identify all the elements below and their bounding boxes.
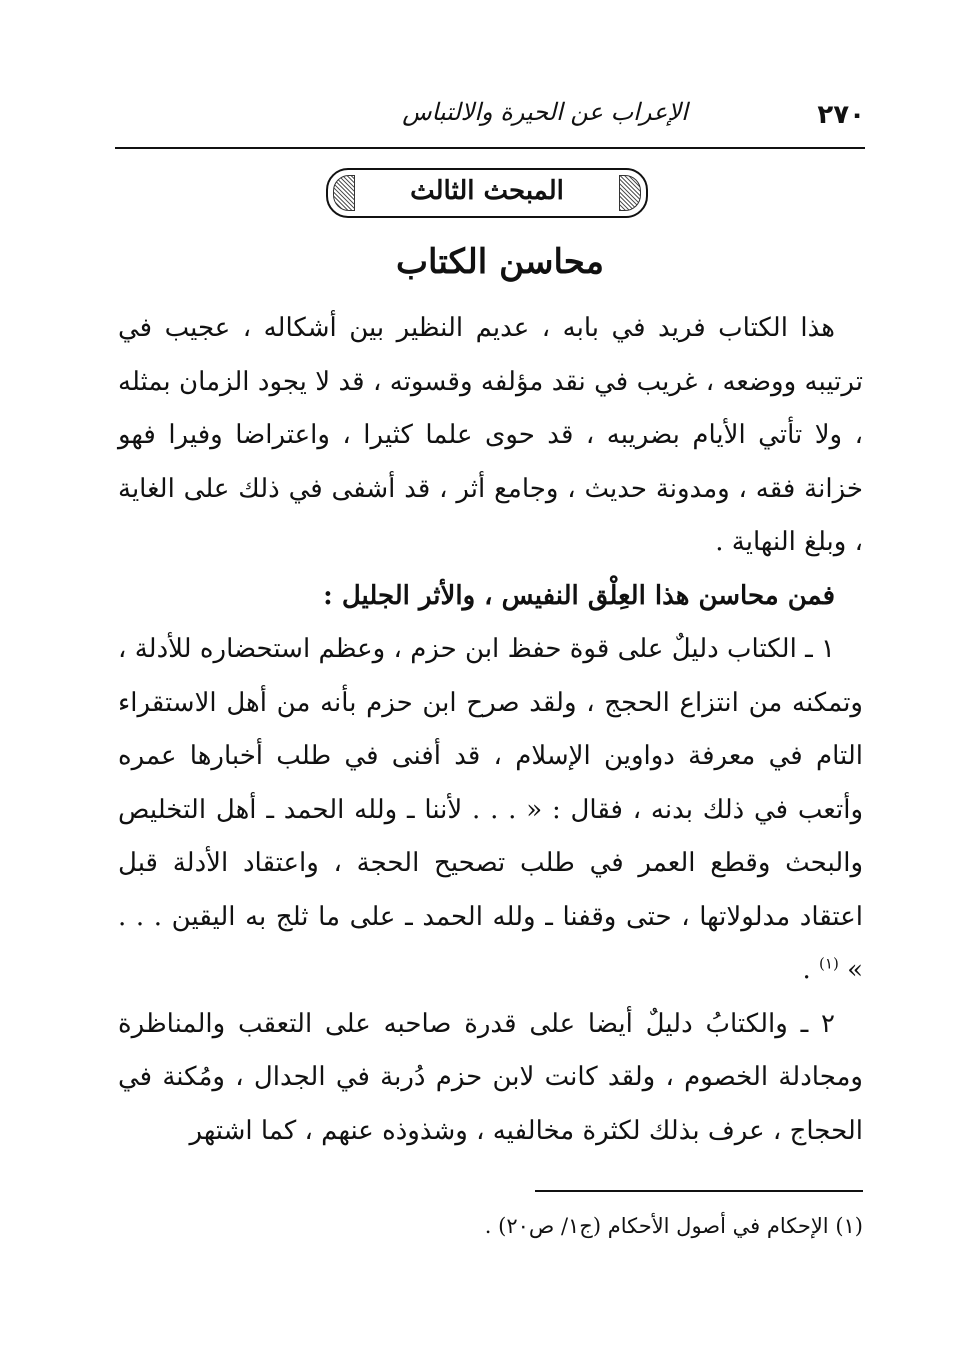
header-rule xyxy=(115,147,865,149)
section-heading-box xyxy=(326,168,648,218)
ornament-cap-left xyxy=(333,175,355,211)
page-number: ٢٧٠ xyxy=(817,100,865,130)
paragraph-point-2: ٢ ـ والكتابُ دليلٌ أيضا على قدرة صاحبه على التعقب والمناظرة ومجادلة الخصوم ، ولقد كانت لابن حزم دُربة في الجدال ، ومُكنة في الحجاج ، عرف بذلك لكثرة مخالفيه ، وشذوذه عنهم ، كما اشتهر xyxy=(118,1008,863,1146)
section-label: المبحث الثالث xyxy=(410,176,564,206)
page-header xyxy=(115,98,865,148)
body-text xyxy=(118,302,863,1158)
chapter-title: محاسن الكتاب xyxy=(396,242,604,282)
paragraph-point-1 xyxy=(118,623,863,998)
footnote-rule xyxy=(535,1190,863,1192)
point-1-text: ١ ـ الكتاب دليلٌ على قوة حفظ ابن حزم ، وعظم استحضاره للأدلة ، وتمكنه من انتزاع الحجج ، ولقد صرح ابن حزم بأنه من أهل الاستقراء التام في معرفة دواوين الإسلام ، قد أفنى في طلب أخبارها عمره وأتعب في ذلك بدنه ، فقال : « . . . لأننا ـ ولله الحمد ـ أهل التخليص والبحث وقطع العمر في طلب تصحيح الحجة ، واعتقاد الأدلة قبل اعتقاد مدلولاتها ، حتى وقفنا ـ ولله الحمد ـ على ما ثلج به اليقين . . . » xyxy=(118,634,863,985)
running-title: الإعراب عن الحيرة والالتباس xyxy=(402,98,688,126)
footnote-ref: (١) xyxy=(819,954,839,973)
paragraph-intro: هذا الكتاب فريد في بابه ، عديم النظير بين أشكاله ، عجيب في ترتيبه ووضعه ، غريب في نقد مؤلفه وقسوته ، قد لا يجود الزمان بمثله ، ولا تأتي الأيام بضريبه ، قد حوى علما كثيرا ، واعتراضا وفيرا فهو خزانة فقه ، ومدونة حديث ، وجامع أثر ، قد أشفى في ذلك على الغاية ، وبلغ النهاية . xyxy=(118,313,863,557)
ornament-cap-right xyxy=(619,175,641,211)
point-1-end: . xyxy=(802,955,820,985)
footnote: (١) الإحكام في أصول الأحكام (ج١/ ص٢٠) . xyxy=(484,1214,863,1238)
paragraph-lead: فمن محاسن هذا العِلْق النفيس ، والأثر الجليل : xyxy=(323,580,835,611)
